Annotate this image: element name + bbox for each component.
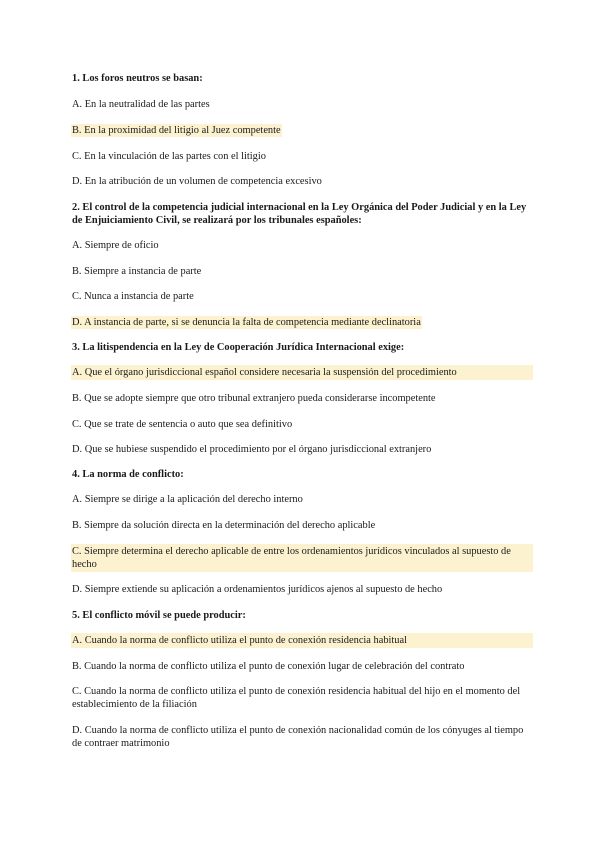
question-4-option-d: D. Siempre extiende su aplicación a ordenamientos jurídicos ajenos al supuesto de hecho <box>72 584 443 595</box>
question-1-option-b-correct <box>72 124 532 137</box>
question-3-option-c: C. Que se trate de sentencia o auto que sea definitivo <box>72 419 293 430</box>
question-4-option-b: B. Siempre da solución directa en la determinación del derecho aplicable <box>72 520 376 531</box>
question-4-option-c-correct <box>72 545 532 571</box>
question-1-option-d: D. En la atribución de un volumen de competencia excesivo <box>72 176 322 187</box>
question-3-option-d: D. Que se hubiese suspendido el procedimiento por el órgano jurisdiccional extranjero <box>72 444 432 455</box>
question-1: 1. Los foros neutros se basan: <box>72 73 203 84</box>
question-5-option-a-correct <box>72 634 532 647</box>
question-2-option-d-correct <box>72 316 532 329</box>
highlighted-answer: B. En la proximidad del litigio al Juez competente <box>72 125 281 136</box>
question-3: 3. La litispendencia en la Ley de Cooperación Jurídica Internacional exige: <box>72 342 405 353</box>
question-1-option-c: C. En la vinculación de las partes con el litigio <box>72 151 266 162</box>
question-2-option-b: B. Siempre a instancia de parte <box>72 266 202 277</box>
question-3-option-a-correct <box>72 366 532 379</box>
question-5-option-b: B. Cuando la norma de conflicto utiliza el punto de conexión lugar de celebración del contrato <box>72 661 465 672</box>
question-2: 2. El control de la competencia judicial internacional en la Ley Orgánica del Poder Judicial y en la Ley de Enjuiciamiento Civil, se realizará por los tribunales españoles: <box>72 202 527 226</box>
question-4-option-a: A. Siempre se dirige a la aplicación del derecho interno <box>72 494 303 505</box>
question-2-option-a: A. Siempre de oficio <box>72 240 159 251</box>
highlighted-answer: D. A instancia de parte, si se denuncia la falta de competencia mediante declinatoria <box>72 317 421 328</box>
question-2-option-c: C. Nunca a instancia de parte <box>72 291 194 302</box>
highlighted-answer: A. Cuando la norma de conflicto utiliza el punto de conexión residencia habitual <box>72 634 532 647</box>
question-5: 5. El conflicto móvil se puede producir: <box>72 610 246 621</box>
highlighted-answer: C. Siempre determina el derecho aplicable de entre los ordenamientos jurídicos vinculados al supuesto de hecho <box>72 545 532 571</box>
question-4: 4. La norma de conflicto: <box>72 469 184 480</box>
question-3-option-b: B. Que se adopte siempre que otro tribunal extranjero pueda considerarse incompetente <box>72 393 436 404</box>
question-1-option-a: A. En la neutralidad de las partes <box>72 99 210 110</box>
question-5-option-d: D. Cuando la norma de conflicto utiliza el punto de conexión nacionalidad común de los cónyuges al tiempo de contraer matrimonio <box>72 725 524 749</box>
question-5-option-c: C. Cuando la norma de conflicto utiliza el punto de conexión residencia habitual del hijo en el momento del establecimiento de la filiación <box>72 686 521 710</box>
highlighted-answer: A. Que el órgano jurisdiccional español considere necesaria la suspensión del procedimiento <box>72 366 532 379</box>
